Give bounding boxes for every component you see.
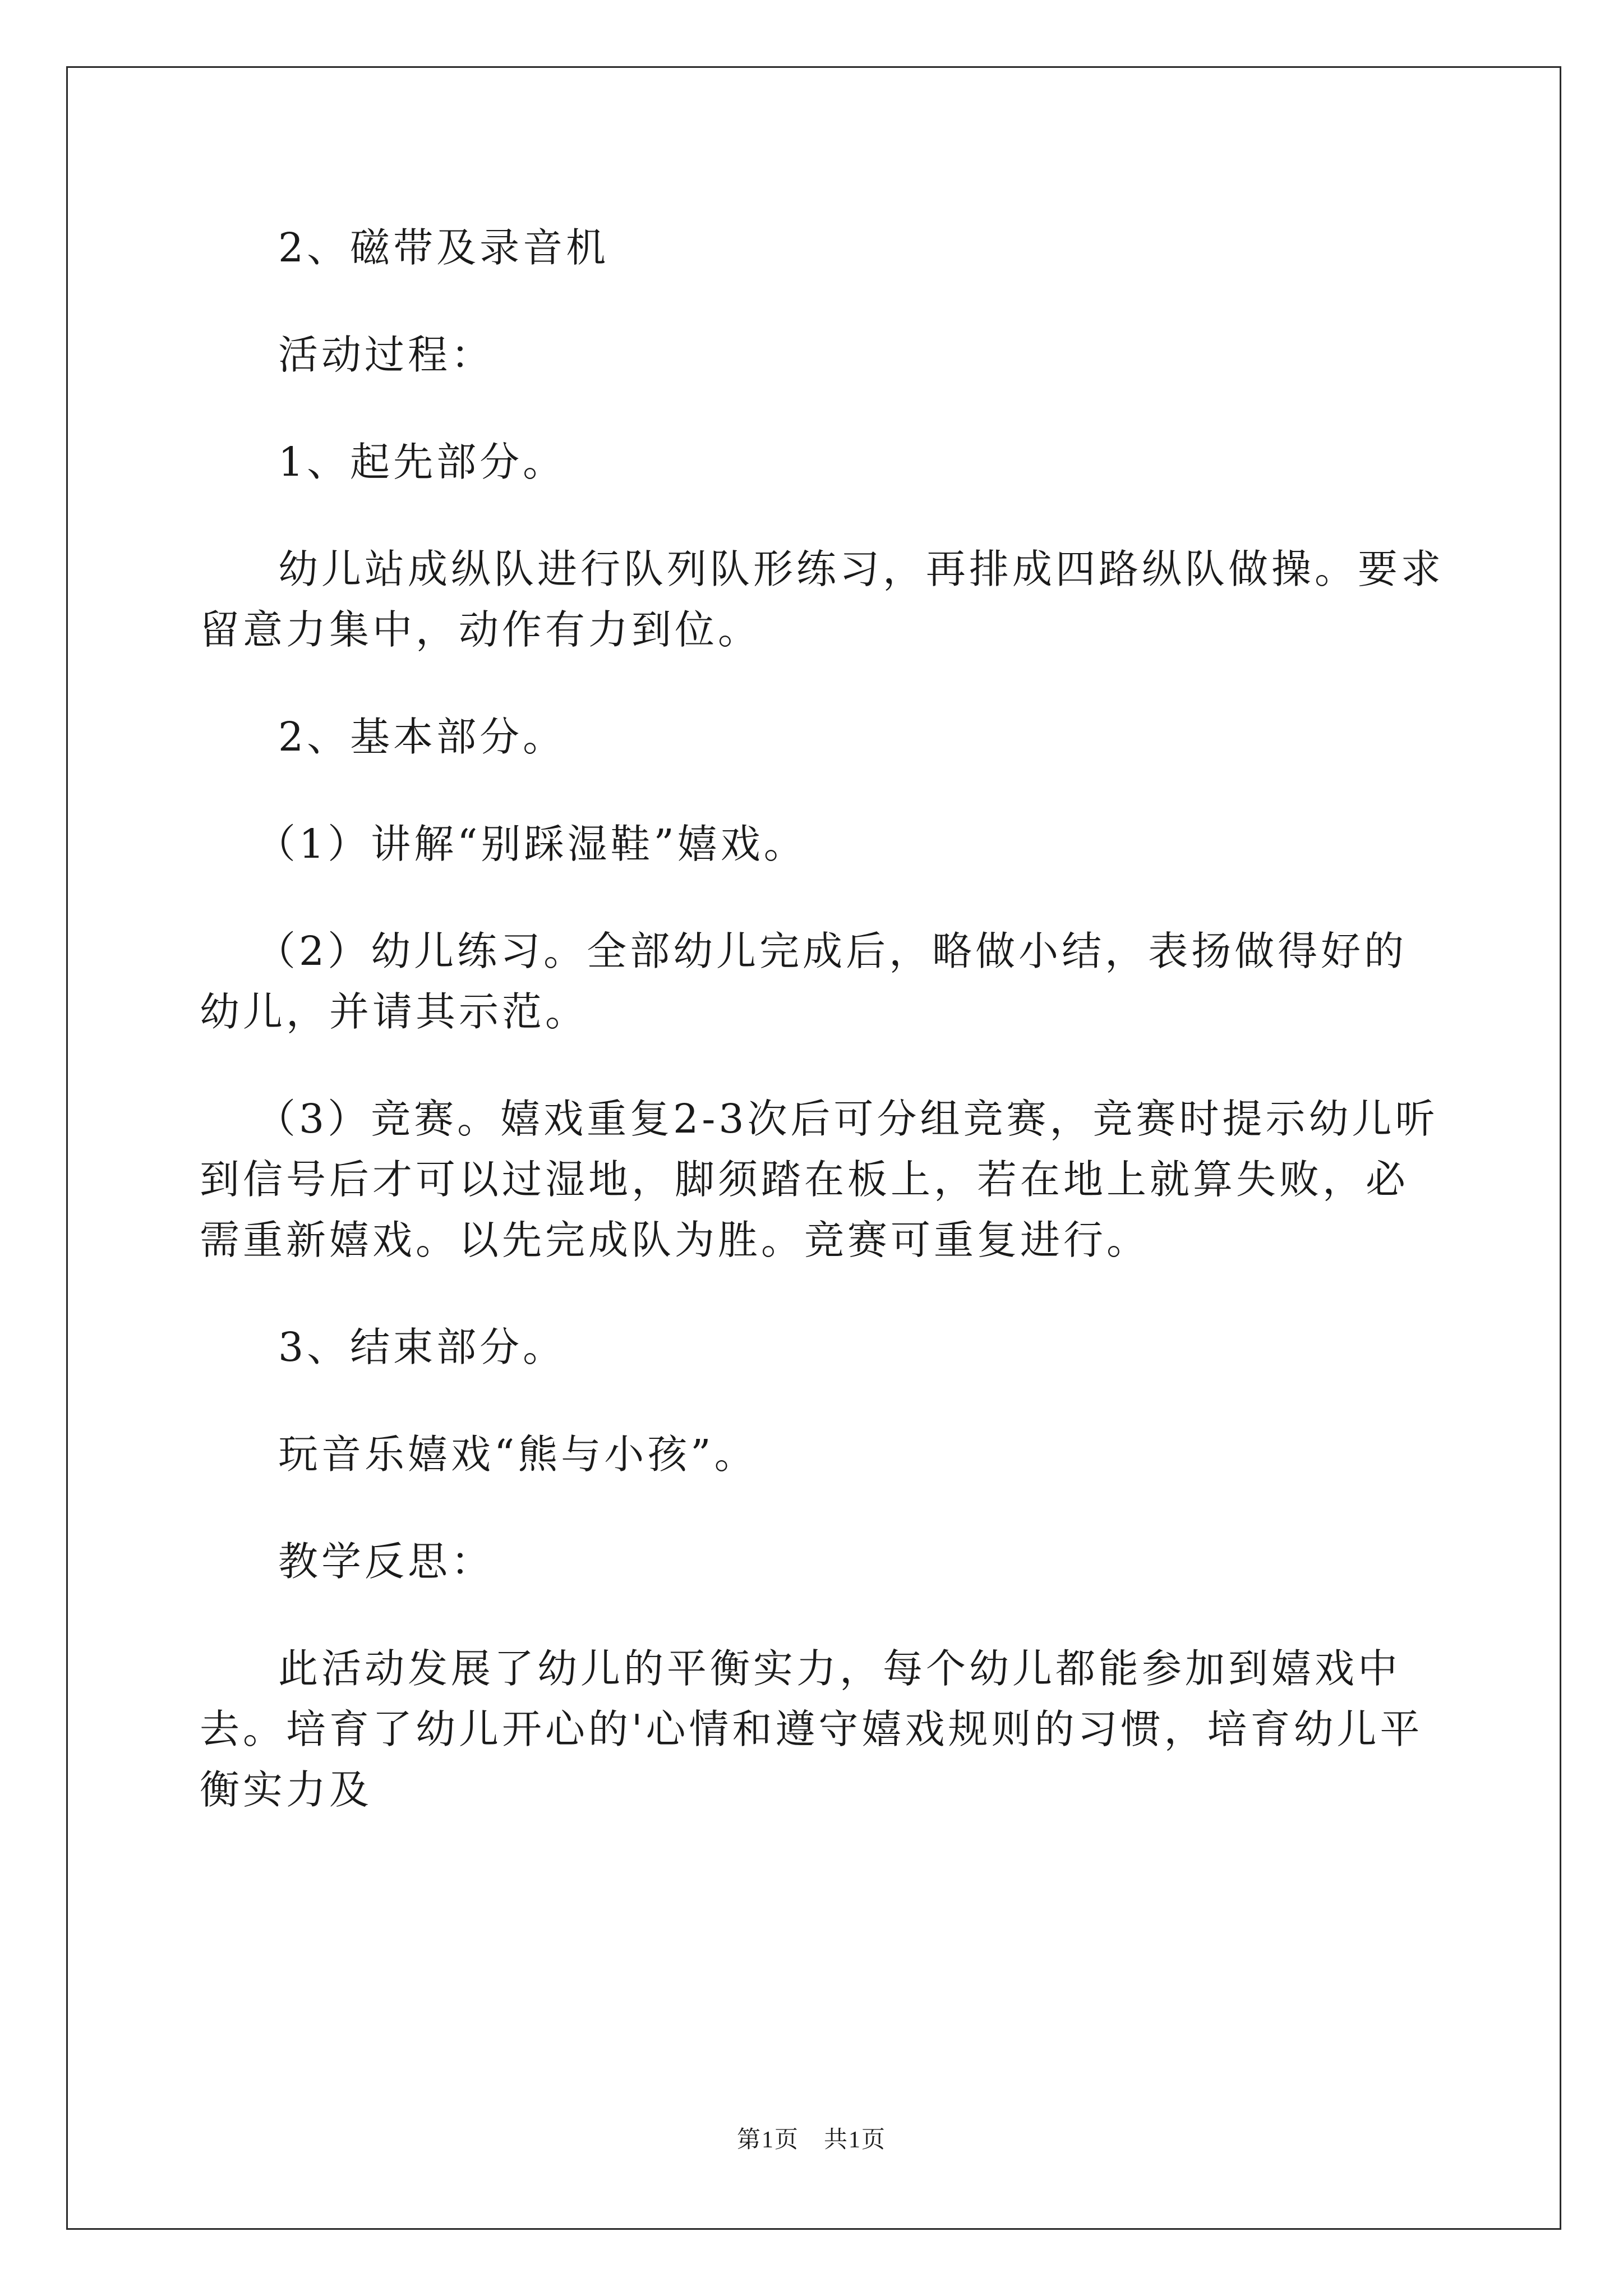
- paragraph-reflection: 此活动发展了幼儿的平衡实力，每个幼儿都能参加到嬉戏中去。培育了幼儿开心的'心情和遵守嬉戏规则的习惯，培育幼儿平衡实力及: [200, 1645, 1423, 1813]
- paragraph-start-section: 1、起先部分。: [278, 439, 566, 485]
- paragraph-step-3: （3）竞赛。嬉戏重复2-3次后可分组竞赛，竞赛时提示幼儿听到信号后才可以过湿地，脚须踏在板上，若在地上就算失败，必需重新嬉戏。以先完成队为胜。竞赛可重复进行。: [200, 1096, 1438, 1263]
- paragraph-warmup: 幼儿站成纵队进行队列队形练习，再排成四路纵队做操。要求留意力集中，动作有力到位。: [200, 546, 1445, 653]
- paragraph-basic-section: 2、基本部分。: [278, 714, 566, 760]
- paragraph-reflection-heading: 教学反思：: [278, 1538, 495, 1585]
- paragraph-process-heading: 活动过程：: [278, 332, 495, 378]
- paragraph-music-game: 玩音乐嬉戏“熊与小孩”。: [278, 1431, 758, 1478]
- page-footer: 第1页 共1页: [736, 2127, 886, 2153]
- paragraph-step-2: （2）幼儿练习。全部幼儿完成后，略做小结，表扬做得好的幼儿，并请其示范。: [200, 928, 1408, 1035]
- paragraph-step-1: （1）讲解“别踩湿鞋”嬉戏。: [256, 821, 807, 867]
- paragraph-materials: 2、磁带及录音机: [278, 224, 610, 271]
- document-body: [200, 218, 1450, 1820]
- paragraph-end-section: 3、结束部分。: [278, 1324, 566, 1370]
